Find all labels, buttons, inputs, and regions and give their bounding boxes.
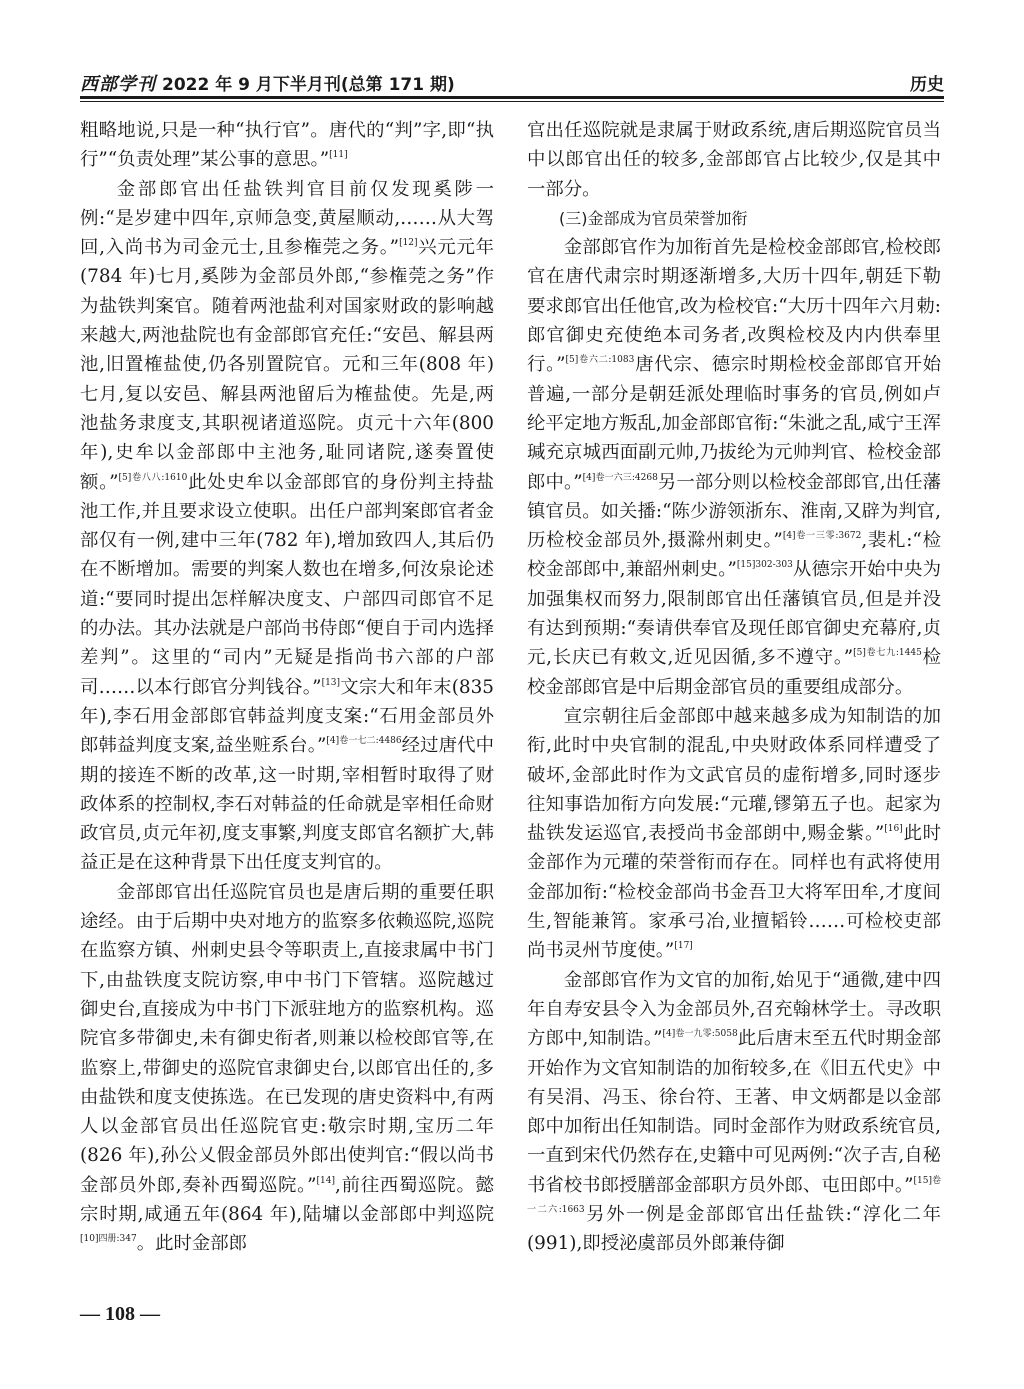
running-header [80, 68, 944, 96]
header-rule-thick [80, 96, 944, 99]
paragraph: 官出任巡院就是隶属于财政系统,唐后期巡院官员当中以郎官出任的较多,金部郎官占比较少,仅是其中一部分。 [527, 120, 941, 200]
right-column [527, 116, 941, 1259]
subsection-heading: (三)金部成为官员荣誉加衔 [559, 208, 748, 228]
journal-logo: 西部学刊 [80, 74, 156, 95]
paragraph: 粗略地说,只是一种“执行官”。唐代的“判”字,即“执行”“负责处理”某公事的意思。”[11] [80, 120, 494, 171]
paragraph: 金部郎官出任巡院官员也是唐后期的重要任职途经。由于后期中央对地方的监察多依赖巡院,巡院在监察方镇、州刺史县令等职责上,直接隶属中书门下,由盐铁度支院访察,申中书门下管辖。巡院越过御史台,直接成为中书门下派驻地方的监察机构。巡院官多带御史,未有御史衔者,则兼以检校郎官等,在监察上,带御史的巡院官隶御史台,以郎官出任的,多由盐铁和度支使拣选。在已发现的唐史资料中,有两人以金部官员出任巡院官吏:敬宗时期,宝历二年(826 年),孙公乂假金部员外郎出使判官:“假以尚书金部员外郎,奏补西蜀巡院。”[14],前往西蜀巡院。懿宗时期,咸通五年(864 年),陆墉以金部郎中判巡院$^{[10]四册:347}$。此时金部郎 [80, 881, 494, 1255]
paragraph: 金部郎官作为加衔首先是检校金部郎官,检校郎官在唐代肃宗时期逐渐增多,大历十四年,朝廷下勒要求郎官出任他官,改为检校官:“大历十四年六月勅:郎官御史充使绝本司务者,改舆检校及内内供奉里行。”$^{[5]卷六二:1083}$唐代宗、德宗时期检校金部郎官开始普遍,一部分是朝廷派处理临时事务的官员,例如卢纶平定地方叛乱,加金部郎官衔:“朱泚之乱,咸宁王浑瑊充京城西面副元帅,乃拔纶为元帅判官、检校金部郎中。”$^{[4]卷一六三:4268}$另一部分则以检校金部郎官,出任藩镇官员。如关播:“陈少游领浙东、淮南,又辟为判官,历检校金部员外,摄滁州刺史。”$^{[4]卷一三零:3672}$,裴札:“检校金部郎中,兼韶州刺史。”$^{[15]302-303}$从德宗开始中央为加强集权而努力,限制郎官出任藩镇官员,但是并没有达到预期:“奏请供奉官及现任郎官御史充幕府,贞元,长庆已有敕文,近见因循,多不遵守。”$^{[5]卷七九:1445}$检校金部郎官是中后期金部官员的重要组成部分。 [527, 237, 942, 698]
paragraph: 金部郎官出任盐铁判官目前仅发现奚陟一例:“是岁建中四年,京师急变,黄屋顺动,……从大驾回,入尚书为司金元士,且参権莞之务。”[12]兴元元年(784 年)七月,奚陟为金部员外郎,“参権莞之务”作为盐铁判案官。随着两池盐利对国家财政的影响越来越大,两池盐院也有金部郎官充任:“安邑、解县两池,旧置榷盐使,仍各别置院官。元和三年(808 年)七月,复以安邑、解县两池留后为榷盐使。先是,两池盐务隶度支,其职视诸道巡院。贞元十六年(800 年),史牟以金部郎中主池务,耻同诸院,遂奏置使额。”$^{[5]卷八八:1610}$此处史牟以金部郎官的身份判主持盐池工作,并且要求设立使职。出任户部判案郎官者金部仅有一例,建中三年(782 年),增加致四人,其后仍在不断增加。需要的判案人数也在增多,何汝泉论述道:“要同时提出怎样解决度支、户部四司郎官不足的办法。其办法就是户部尚书侍郎“便自于司内选择差判”。这里的“司内”无疑是指尚书六部的户部司……以本行郎官分判钱谷。”[13]文宗大和年末(835 年),李石用金部郎官韩益判度支案:“石用金部员外郎韩益判度支案,益坐赃系台。”$^{[4]卷一七二:4486}$经过唐代中期的接连不断的改革,这一时期,宰相暂时取得了财政体系的控制权,李石对韩益的任命就是宰相任命财政官员,贞元年初,度支事繁,判度支郎官名额扩大,韩益正是在这种背景下出任度支判官的。 [80, 178, 495, 874]
paragraph: 宣宗朝往后金部郎中越来越多成为知制诰的加衔,此时中央官制的混乱,中央财政体系同样遭受了破坏,金部此时作为文武官员的虚衔增多,同时逐步往知事诰加衔方向发展:“元瓘,镠第五子也。起家为盐铁发运巡官,表授尚书金部朗中,赐金紫。”[16]此时金部作为元瓘的荣誉衔而存在。同样也有武将使用金部加衔:“检校金部尚书金吾卫大将军田牟,才度间生,智能兼筲。家承弓冶,业擅韬铃……可检校吏部尚书灵州节度使。”[17] [527, 705, 941, 962]
section-label: 历史 [910, 75, 944, 95]
page-number: — 108 — [80, 1303, 160, 1325]
paragraph: 金部郎官作为文官的加衔,始见于“通微,建中四年自寿安县令入为金部员外,召充翰林学士。寻改职方郎中,知制诰。”$^{[4]卷一九零:5058}$此后唐末至五代时期金部开始作为文官知制诰的加衔较多,在《旧五代史》中有吴涓、冯玉、徐台符、王著、申文炳都是以金部郎中加衔出任知制诰。同时金部作为财政系统官员,一直到宋代仍然存在,史籍中可见两例:“次子吉,自秘书省校书郎授膳部金部职方员外郎、屯田郎中。”$^{[15]卷一二六:1663}$另外一例是金部郎官出任盐铁:“淳化二年(991),即授泌虞部员外郎兼侍御 [527, 969, 941, 1255]
left-column [80, 116, 494, 1259]
header-rule-thin [80, 101, 944, 102]
issue-info: 2022 年 9 月下半月刊(总第 171 期) [162, 75, 455, 95]
